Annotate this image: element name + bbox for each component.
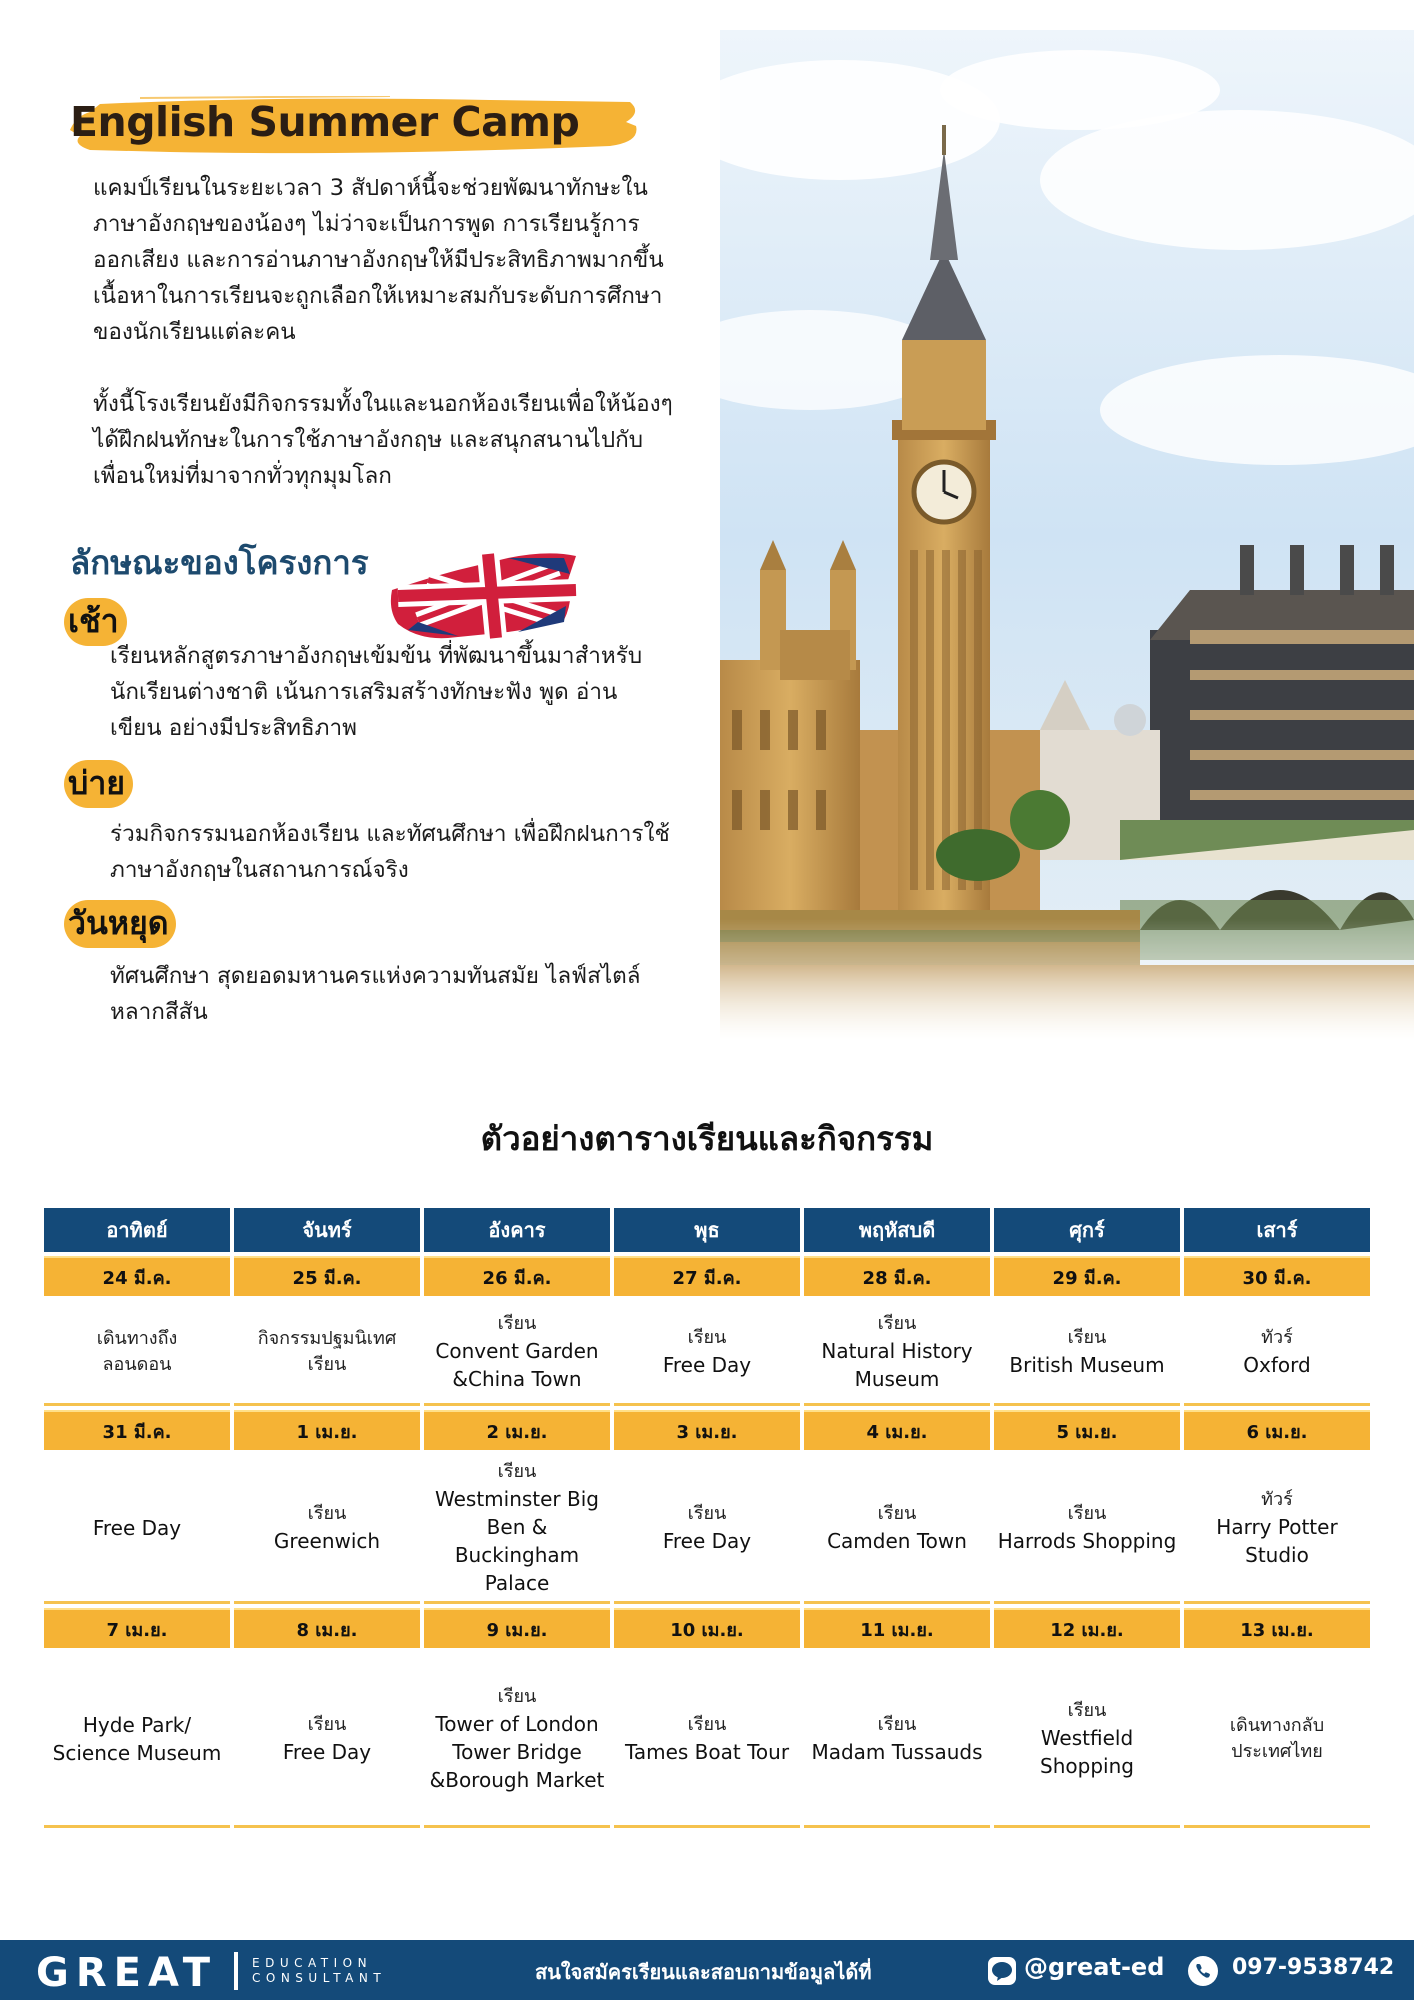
morning-label: เช้า [64, 598, 127, 646]
date-cell: 10 เม.ย. [614, 1608, 800, 1648]
date-cell: 6 เม.ย. [1184, 1410, 1370, 1450]
date-cell: 1 เม.ย. [234, 1410, 420, 1450]
schedule-title: ตัวอย่างตารางเรียนและกิจกรรม [480, 1119, 934, 1158]
activity-pre: เรียน [877, 1713, 917, 1735]
activity-cell [1184, 1454, 1370, 1604]
activity-cell [994, 1454, 1180, 1604]
brand-sub-line-1: EDUCATION [252, 1956, 373, 1970]
day-header: อาทิตย์ [44, 1208, 230, 1252]
afternoon-label: บ่าย [64, 760, 133, 808]
activity-pre: เรียน [1067, 1699, 1107, 1721]
page-title: English Summer Camp [70, 98, 580, 146]
date-cell: 2 เม.ย. [424, 1410, 610, 1450]
activity-main: Convent Garden &China Town [435, 1338, 599, 1391]
activity-cell [614, 1652, 800, 1828]
activity-cell [1184, 1300, 1370, 1406]
date-cell: 8 เม.ย. [234, 1608, 420, 1648]
day-header-row [44, 1208, 1370, 1252]
activity-cell [804, 1300, 990, 1406]
activity-row [44, 1300, 1370, 1406]
holiday-text: ทัศนศึกษา สุดยอดมหานครแห่งความทันสมัย ไลฟ์สไตล์หลากสีสัน [110, 963, 641, 1025]
activity-main: Natural History Museum [821, 1338, 973, 1391]
date-cell: 27 มี.ค. [614, 1256, 800, 1296]
day-header: พุธ [614, 1208, 800, 1252]
date-cell: 11 เม.ย. [804, 1608, 990, 1648]
date-cell: 13 เม.ย. [1184, 1608, 1370, 1648]
activity-main: Oxford [1243, 1352, 1311, 1377]
activity-cell [424, 1300, 610, 1406]
day-header: ศุกร์ [994, 1208, 1180, 1252]
activity-cell [234, 1454, 420, 1604]
intro-paragraph-2: ทั้งนี้โรงเรียนยังมีกิจกรรมทั้งในและนอกห้องเรียนเพื่อให้น้องๆได้ฝึกฝนทักษะในการใช้ภาษาอังกฤษ และสนุกสนานไปกับเพื่อนใหม่ที่มาจากทั่วทุกมุมโลก [93, 391, 673, 489]
activity-cell [804, 1454, 990, 1604]
day-header: พฤหัสบดี [804, 1208, 990, 1252]
brand-divider [234, 1952, 238, 1990]
phone-icon [1188, 1956, 1218, 1986]
date-cell: 9 เม.ย. [424, 1608, 610, 1648]
date-cell: 26 มี.ค. [424, 1256, 610, 1296]
intro-text [93, 170, 673, 494]
activity-main: Westfield Shopping [1040, 1725, 1134, 1778]
title-block [70, 92, 640, 158]
date-cell: 30 มี.ค. [1184, 1256, 1370, 1296]
activity-pre: กิจกรรมปฐมนิเทศ [257, 1327, 397, 1349]
activity-cell [44, 1652, 230, 1828]
activity-row [44, 1652, 1370, 1828]
activity-pre: เรียน [307, 1713, 347, 1735]
date-cell: 3 เม.ย. [614, 1410, 800, 1450]
schedule-table [44, 1208, 1370, 1830]
activity-cell [234, 1652, 420, 1828]
activity-cell [44, 1300, 230, 1406]
activity-main: Tames Boat Tour [624, 1739, 790, 1764]
brand-sub-line-2: CONSULTANT [252, 1971, 387, 1985]
activity-pre: เรียน [687, 1326, 727, 1348]
activity-main: Free Day [662, 1352, 752, 1377]
activity-pre: เรียน [307, 1502, 347, 1524]
activity-main: Harrods Shopping [997, 1528, 1177, 1553]
holiday-label: วันหยุด [64, 900, 176, 948]
footer-bar [0, 1940, 1414, 2000]
activity-main: Free Day [282, 1739, 372, 1764]
activity-pre: เรียน [687, 1502, 727, 1524]
activity-main: Tower of London Tower Bridge &Borough Market [429, 1711, 605, 1792]
activity-cell [234, 1300, 420, 1406]
activity-main: British Museum [1009, 1352, 1165, 1377]
date-cell: 29 มี.ค. [994, 1256, 1180, 1296]
day-header: อังคาร [424, 1208, 610, 1252]
contact-message: สนใจสมัครเรียนและสอบถามข้อมูลได้ที่ [535, 1960, 872, 1984]
activity-cell [804, 1652, 990, 1828]
activity-pre: เดินทางกลับ [1229, 1714, 1325, 1736]
big-ben-photo [720, 30, 1414, 1040]
brand-subtitle [252, 1956, 386, 1986]
date-cell: 4 เม.ย. [804, 1410, 990, 1450]
activity-pre: เรียน [1067, 1502, 1107, 1524]
activity-cell [1184, 1652, 1370, 1828]
activity-main: Hyde Park/ Science Museum [52, 1712, 222, 1765]
program-title: ลักษณะของโครงการ [70, 543, 369, 582]
activity-pre: ทัวร์ [1261, 1488, 1293, 1510]
date-cell: 7 เม.ย. [44, 1608, 230, 1648]
activity-main: Westminster Big Ben & Buckingham Palace [434, 1486, 599, 1595]
date-cell: 24 มี.ค. [44, 1256, 230, 1296]
activity-cell [424, 1454, 610, 1604]
phone-number-link[interactable]: 097-9538742 [1232, 1955, 1395, 1980]
uk-flag-icon [388, 550, 580, 642]
activity-cell [994, 1300, 1180, 1406]
activity-main: Free Day [662, 1528, 752, 1553]
activity-main: เรียน [307, 1353, 347, 1375]
brand-logo-text: GREAT [36, 1950, 218, 1996]
activity-pre: ทัวร์ [1261, 1326, 1293, 1348]
activity-row [44, 1454, 1370, 1604]
activity-pre: เรียน [877, 1502, 917, 1524]
activity-cell [614, 1300, 800, 1406]
date-cell: 31 มี.ค. [44, 1410, 230, 1450]
date-row [44, 1256, 1370, 1296]
day-header: จันทร์ [234, 1208, 420, 1252]
activity-cell [614, 1454, 800, 1604]
activity-main: ลอนดอน [102, 1353, 172, 1375]
day-header: เสาร์ [1184, 1208, 1370, 1252]
activity-pre: เรียน [877, 1312, 917, 1334]
date-cell: 5 เม.ย. [994, 1410, 1180, 1450]
activity-main: ประเทศไทย [1231, 1740, 1323, 1762]
activity-cell [44, 1454, 230, 1604]
line-id-link[interactable]: @great-ed [1024, 1953, 1165, 1981]
date-cell: 12 เม.ย. [994, 1608, 1180, 1648]
date-row [44, 1608, 1370, 1648]
activity-main: Madam Tussauds [811, 1739, 983, 1764]
morning-text: เรียนหลักสูตรภาษาอังกฤษเข้มข้น ที่พัฒนาขึ้นมาสำหรับนักเรียนต่างชาติ เน้นการเสริมสร้างทักษะฟัง พูด อ่าน เขียน อย่างมีประสิทธิภาพ [110, 643, 643, 741]
activity-main: Harry Potter Studio [1216, 1514, 1338, 1567]
activity-pre: เรียน [687, 1713, 727, 1735]
activity-pre: เรียน [1067, 1326, 1107, 1348]
activity-pre: เดินทางถึง [96, 1327, 178, 1349]
activity-pre: เรียน [497, 1312, 537, 1334]
activity-cell [994, 1652, 1180, 1828]
activity-pre: เรียน [497, 1685, 537, 1707]
activity-main: Greenwich [273, 1528, 381, 1553]
activity-main: Camden Town [827, 1528, 967, 1553]
activity-main: Free Day [92, 1515, 182, 1540]
line-app-icon [988, 1957, 1016, 1985]
date-cell: 25 มี.ค. [234, 1256, 420, 1296]
activity-cell [424, 1652, 610, 1828]
afternoon-text: ร่วมกิจกรรมนอกห้องเรียน และทัศนศึกษา เพื่อฝึกฝนการใช้ภาษาอังกฤษในสถานการณ์จริง [110, 821, 670, 883]
intro-paragraph-1: แคมป์เรียนในระยะเวลา 3 สัปดาห์นี้จะช่วยพัฒนาทักษะในภาษาอังกฤษของน้องๆ ไม่ว่าจะเป็นการพูด การเรียนรู้การออกเสียง และการอ่านภาษาอังกฤษให้มีประสิทธิภาพมากขึ้น เนื้อหาในการเรียนจะถูกเลือกให้เหมาะสมกับระดับการศึกษาของนักเรียนแต่ละคน [93, 175, 664, 345]
activity-pre: เรียน [497, 1460, 537, 1482]
date-cell: 28 มี.ค. [804, 1256, 990, 1296]
date-row [44, 1410, 1370, 1450]
